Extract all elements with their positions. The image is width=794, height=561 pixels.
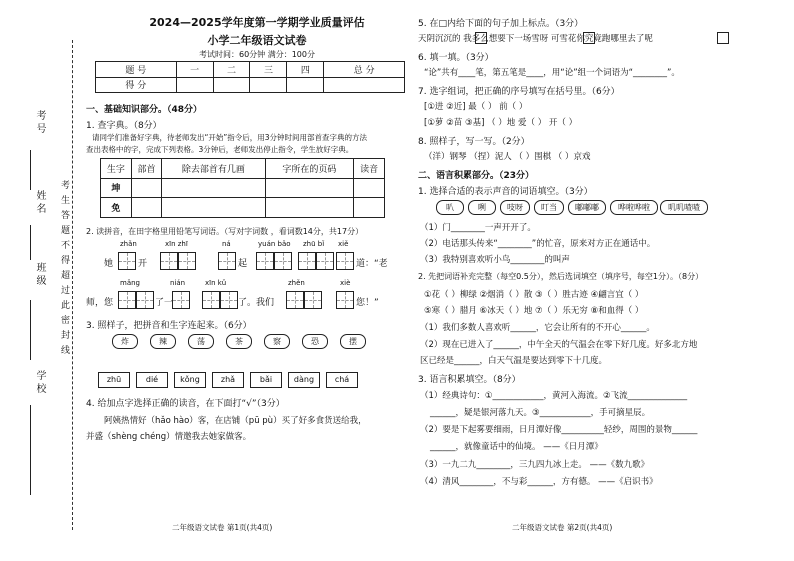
dict-head: 部首 (131, 159, 162, 179)
r2-d: （2）现在已进入了______，中午全天的气温会在零下好几度。好多北方地 (420, 340, 698, 350)
q6-heading: 6. 填一填。（3分） (418, 53, 494, 63)
r3-a: （1）经典诗句：①____________，黄河入海流。②飞流______________ (420, 391, 688, 401)
word-pill[interactable]: 嘟嘟嘟 (568, 200, 606, 215)
char-pill[interactable]: 荡 (188, 334, 214, 349)
pinyin-box[interactable]: chá (326, 372, 358, 388)
writing-grid[interactable] (118, 291, 136, 309)
char-pill[interactable]: 辣 (150, 334, 176, 349)
r3-d: ______，就像童话中的仙境。 ——《日月潭》 (430, 442, 603, 452)
writing-grid[interactable] (136, 291, 154, 309)
r1-b: （2）电话那头传来“________”的忙音，原来对方正在通话中。 (420, 239, 656, 249)
punct-box[interactable] (717, 32, 729, 44)
writing-grid[interactable] (160, 252, 178, 270)
pinyin-box[interactable]: dàng (288, 372, 320, 388)
dict-cell[interactable] (162, 178, 265, 198)
binding-kaohao: 考号 (34, 110, 45, 136)
page-footer-1: 二年级语文试卷 第1页(共4页) (172, 523, 273, 532)
writing-grid[interactable] (172, 291, 190, 309)
dict-cell[interactable] (131, 198, 162, 218)
dict-table (100, 158, 385, 218)
word-pill[interactable]: 吱呀 (500, 200, 530, 215)
q1-desc-1: 请同学们准备好字典，待老师发出“开始”指令后，用3分钟时间用部首查字典的方法 (92, 133, 368, 142)
dict-cell[interactable] (265, 198, 354, 218)
kaohao-line (30, 150, 32, 190)
char-pill[interactable]: 恐 (302, 334, 328, 349)
dict-cell[interactable] (131, 178, 162, 198)
sentence-text: 了一 (155, 298, 174, 308)
binding-xuexiao: 学校 (34, 370, 45, 396)
seal-line (72, 40, 73, 530)
banji-line (30, 300, 32, 360)
score-head: 题 号 (96, 62, 177, 78)
writing-grid[interactable] (336, 291, 354, 309)
section-2-heading: 二、语言积累部分。（23分） (418, 171, 535, 181)
pinyin: zhū bǐ (303, 240, 325, 248)
dict-char: 坤 (101, 178, 132, 198)
writing-grid[interactable] (118, 252, 136, 270)
section-1-heading: 一、基础知识部分。（48分） (86, 105, 203, 115)
dict-head: 生字 (101, 159, 132, 179)
dict-head: 除去部首有几画 (162, 159, 265, 179)
word-pill[interactable]: 咧 (468, 200, 496, 215)
exam-info: 考试时间：60分钟 满分：100分 (199, 50, 315, 59)
r1-heading: 1. 选择合适的表示声音的词语填空。（3分） (418, 187, 593, 197)
pinyin-box[interactable]: bǎi (250, 372, 282, 388)
score-head: 一 (176, 62, 213, 78)
xingming-line (30, 225, 32, 260)
r1-a: （1）门________一声开开了。 (420, 223, 536, 233)
writing-grid[interactable] (298, 252, 316, 270)
r3-c: （2）要是下起雾要细雨，日月潭好像__________轻纱，周围的景物______ (420, 425, 698, 435)
score-head: 总 分 (324, 62, 405, 78)
q5-heading: 5. 在□内给下面的句子加上标点。（3分） (418, 19, 584, 29)
sentence-text: 了。我们 (238, 298, 275, 308)
pinyin: yuán bǎo (258, 240, 291, 248)
writing-grid[interactable] (202, 291, 220, 309)
q7-b: [①萝 ②苗 ③基] （ ）地 爱（ ） 开（ ） (424, 118, 578, 128)
q2-heading: 2. 读拼音，在田字格里用铅笔写词语。（写对字词数 ，看词数14分，共17分） (86, 227, 364, 236)
q1-heading: 1. 查字典。（8分） (86, 121, 162, 131)
xuexiao-line (30, 405, 32, 495)
char-pill[interactable]: 炸 (112, 334, 138, 349)
pinyin: xiè (340, 279, 351, 287)
writing-grid[interactable] (256, 252, 274, 270)
writing-grid[interactable] (286, 291, 304, 309)
score-table (95, 61, 405, 93)
binding-warning: 考生答题不得超过此密封线 (59, 180, 69, 360)
writing-grid[interactable] (316, 252, 334, 270)
word-pill[interactable]: 叮当 (534, 200, 564, 215)
r3-b: ______，疑是银河落九天。③____________，手可摘星辰。 (430, 408, 651, 418)
sentence-text: 起 (238, 259, 248, 269)
pinyin: mǎng (120, 279, 140, 287)
char-pill[interactable]: 察 (264, 334, 290, 349)
pinyin: ná (222, 240, 231, 248)
sentence-text: 您！” (356, 298, 379, 308)
pinyin: nián (170, 279, 186, 287)
dict-cell[interactable] (265, 178, 354, 198)
word-pill[interactable]: 叭 (436, 200, 464, 215)
dict-cell[interactable] (354, 198, 385, 218)
r3-heading: 3. 语言积累填空。（8分） (418, 375, 521, 385)
q6-text: “论”共有____笔，第五笔是____，用“论”组一个词语为“________”。 (424, 68, 680, 78)
binding-banji: 班级 (34, 262, 45, 288)
score-cell[interactable] (287, 77, 324, 93)
writing-grid[interactable] (218, 252, 236, 270)
r3-e: （3）一九二九________，三九四九冰上走。 ——《数九歌》 (420, 460, 650, 470)
writing-grid[interactable] (178, 252, 196, 270)
word-pill[interactable]: 哗啦哗啦 (610, 200, 658, 215)
punct-box[interactable] (583, 32, 595, 44)
sentence-text: 师，您 (86, 298, 114, 308)
pinyin-box[interactable]: zhǎ (212, 372, 244, 388)
punct-box[interactable] (475, 32, 487, 44)
score-cell[interactable] (250, 77, 287, 93)
r2-a: ①花（ ）柳绿 ②烟消（ ）散 ③（ ）胜古迹 ④翩言宜（ ） (424, 290, 644, 300)
exam-title: 2024—2025学年度第一学期学业质量评估 (149, 16, 365, 29)
q8-heading: 8. 照样子，写一写。（2分） (418, 137, 530, 147)
r2-b: ⑤寒（ ）腊月 ⑥冰天（ ）地 ⑦（ ）乐无穷 ⑧和血得（ ） (424, 306, 644, 316)
pinyin: xīn kǔ (205, 279, 227, 287)
r1-c: （3）我特别喜欢听小鸟________的叫声 (420, 255, 570, 265)
q4-heading: 4. 给加点字选择正确的读音，在下面打“√”（3分） (86, 399, 285, 409)
dict-head: 字所在的页码 (265, 159, 354, 179)
pinyin-box[interactable]: dié (136, 372, 168, 388)
r2-c: （1）我们多数人喜欢听______，它会让所有的不开心______。 (420, 323, 655, 333)
char-pill[interactable]: 摆 (340, 334, 366, 349)
score-label: 得 分 (96, 77, 177, 93)
writing-grid[interactable] (336, 252, 354, 270)
q1-desc-2: 查出表格中的字，完成下列表格。3分钟后，老师发出停止指令，学生放好字典。 (86, 145, 354, 154)
word-pill[interactable]: 叽叽喳喳 (660, 200, 708, 215)
binding-xingming: 姓名 (34, 190, 45, 216)
writing-grid[interactable] (220, 291, 238, 309)
r2-e: 区已经是______，白天气温是要达到零下十几度。 (420, 356, 608, 366)
dict-cell[interactable] (354, 178, 385, 198)
q8-text: （洋）钢琴 （捏）泥人 （ ）围棋 （ ）京戏 (424, 152, 591, 162)
score-head: 二 (213, 62, 250, 78)
q4-text-1: 阿姨热情好（hǎo hào）客，在店铺（pū pù）买了好多食货送给我， (104, 416, 367, 426)
dict-head: 读音 (354, 159, 385, 179)
writing-grid[interactable] (304, 291, 322, 309)
writing-grid[interactable] (274, 252, 292, 270)
sentence-text: 开 (138, 259, 148, 269)
pinyin: xiě (338, 240, 349, 248)
score-cell[interactable] (324, 77, 405, 93)
score-cell[interactable] (213, 77, 250, 93)
sentence-text: 道：“老 (356, 259, 388, 269)
exam-subtitle: 小学二年级语文试卷 (207, 34, 307, 47)
q4-text-2: 并盛（shèng chéng）情邀我去她家做客。 (86, 432, 252, 442)
dict-char: 免 (101, 198, 132, 218)
pinyin-box[interactable]: kǒng (174, 372, 206, 388)
pinyin: zhěn (288, 279, 305, 287)
page-footer-2: 二年级语文试卷 第2页(共4页) (512, 523, 613, 532)
score-head: 四 (287, 62, 324, 78)
dict-cell[interactable] (162, 198, 265, 218)
r2-heading: 2. 先把词语补充完整（每空0.5分），然后选词填空（填序号，每空1分）。（8分） (418, 272, 704, 281)
q7-a: [①进 ②近] 最（ ） 前（ ） (424, 102, 528, 112)
q3-heading: 3. 照样子，把拼音和生字连起来。（6分） (86, 321, 252, 331)
r3-f: （4）清风________，不与彩______，方有德。 ——《启识书》 (420, 477, 658, 487)
q7-heading: 7. 选字组词，把正确的序号填写在括号里。（6分） (418, 87, 620, 97)
char-pill[interactable]: 茶 (226, 334, 252, 349)
q5-text: 天阴沉沉的 我多么想要下一场雪呀 可雪花你究竟跑哪里去了呢 (418, 34, 653, 44)
sentence-text: 她 (104, 259, 114, 269)
pinyin: xīn zhī (165, 240, 188, 248)
pinyin-box[interactable]: zhū (98, 372, 130, 388)
score-cell[interactable] (176, 77, 213, 93)
pinyin: zhǎn (120, 240, 137, 248)
score-head: 三 (250, 62, 287, 78)
